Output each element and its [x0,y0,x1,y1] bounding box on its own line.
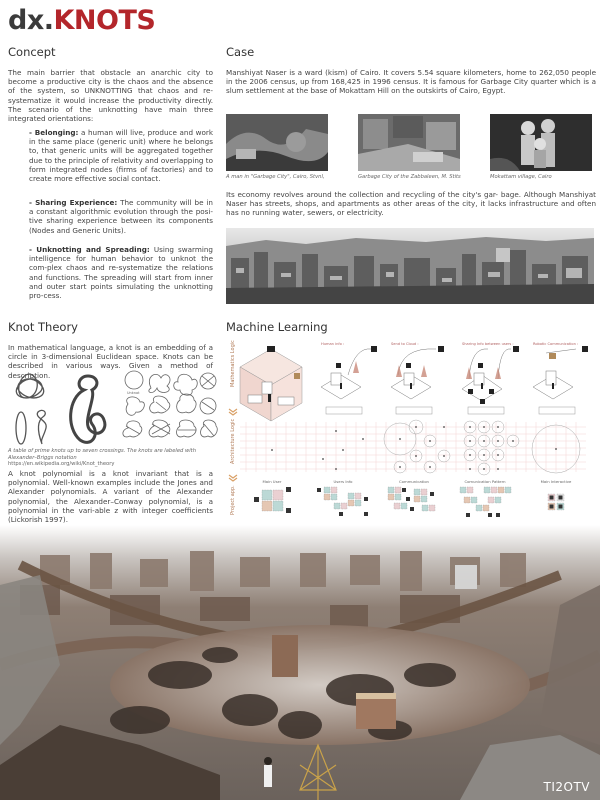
step-label-send-cloud: Send to Cloud : [391,342,419,346]
item-text: a human will live, produce and work in the same place (generic unit) where he belongs to, that generic units will be aggregated together due to the principle of relativity and overlapping to form integrated nodes (firms of factories) and to create more effective social contact. [29,128,213,184]
trefoil-knot-icon [16,374,43,398]
row-label-math: Mathematics Logic [230,340,236,387]
column-label-main-interactive: Main Interactive [540,479,572,484]
figure-knot-icon [37,410,46,444]
caption-text: A table of prime knots up to seven crossings. The knots are labeled with Alexander–Briggs notation [8,448,196,461]
column-label-main-user: Main User [262,479,282,484]
knot-grid-icon [123,371,217,437]
item-label: - Sharing Experience: [29,198,118,207]
user-device-icons [254,487,563,517]
machine-learning-heading: Machine Learning [226,320,328,334]
knot-table-caption [8,448,213,468]
knot-theory-heading: Knot Theory [8,320,78,334]
cloud-eye-icon [371,346,377,352]
eye-icon [267,346,275,352]
step-label-human-info: Human info : [321,342,345,346]
chevron-down-icon [229,475,237,481]
step-label-robotic-comm: Robotic Communication : [533,342,579,346]
large-knot-icon [71,376,105,442]
row-label-app: Project app. [230,485,236,515]
robot-icon [549,353,556,359]
chevron-down-icon [229,409,237,415]
child-figure [264,765,272,787]
robot-icon [294,373,300,379]
cloud-eye-icon [513,346,519,352]
item-label: - Belonging: [29,128,79,137]
watermark-text: TI2OTV [543,780,590,794]
isometric-cube-diagram [240,346,302,421]
cloud-eye-icon [582,346,588,352]
photo-caption-1: A man in "Garbage City", Cairo, Stvnl, [226,174,325,180]
caption-link[interactable]: https://en.wikipedia.org/wiki/Knot_theory [8,461,115,467]
garbage-city-man-photo [226,114,328,171]
column-label-users-info: Users Info [333,479,353,484]
case-economy-text: Its economy revolves around the collection and recycling of the city's gar- bage. Although Manshiyat Naser has streets, shops, and apartments as other areas of the city, it lacks infrastructure and often has no running water, sewers, or electricity. [226,190,596,218]
poster-title [8,6,155,36]
row-label-arch: Architecture Logic [230,418,236,464]
column-label-communication-pattern: Comunication Pattern [464,479,506,484]
communication-circles [384,420,580,475]
unknot-ellipse-icon [16,412,26,444]
ml-steps [321,342,578,346]
case-intro: Manshiyat Naser is a ward (kism) of Cairo. It covers 5.54 square kilometers, home to 262,050 people in the 2006 census, up from 168,425 in 1996 census. It is famous for Garbage City quarter which is a slum settlement at the base of Mokattam Hill on the outskirts of Cairo, Egypt. [226,68,596,96]
concept-intro: The main barrier that obstacle an anarchic city to become a productive city is the chaos and the absence of the system, so UNKNOTTING that chaos and re-systematize it would increase the productivity directly. The scenario of the unknotting have main three integrated orientations: [8,68,213,124]
machine-learning-diagram [226,337,600,520]
garbage-city-zabbaleen-photo [358,114,460,171]
item-text: Using swarming intelligence for human behavior to unknot the com-plex chaos and re-systematize the relations and functions. The spreading will start from inner and outer start points simulating the unknotting pro-cess. [29,245,213,301]
prime-knots-table [8,368,218,446]
step-label-sharing-info: Sharing Info between users : [462,342,514,346]
manshiyat-naser-panorama [226,228,594,304]
column-label-communication: Communication [399,479,429,484]
cloud-eye-icon [438,346,444,352]
concept-item-belonging [29,128,213,183]
concept-item-sharing [29,198,213,235]
knot-polynomial-text: A knot polynomial is a knot invariant that is a polynomial. Well-known examples include the Jones and Alexander polynomials. A variant of the Alexander polynomial, the Alexander–Conway polynomial, is a polynomial in the vari-able z with integer coefficients (Lickorish 1997). [8,469,213,525]
title-main: KNOTS [53,5,156,36]
knot-theory-intro: In mathematical language, a knot is an embedding of a circle in 3-dimensional Euclidean space. Knots can be described in various ways. Given a method of description. [8,343,213,380]
unknotting-render-image [0,525,600,800]
concept-heading: Concept [8,45,56,59]
mokattam-village-photo [490,114,592,171]
photo-caption-2: Garbage City of the Zabbaleen, M. Stits [358,174,461,180]
unknot-label: Unknot [127,391,140,395]
item-text: The community will be in a constant algorithmic evolution through the posi-tive sharing experience between its components (Nodes and Generic Units). [29,198,213,235]
case-heading: Case [226,45,255,59]
title-prefix: dx. [8,5,54,36]
item-label: - Unknotting and Spreading: [29,245,150,254]
photo-caption-3: Mokattam village, Cairo [490,174,552,180]
concept-item-unknotting [29,245,213,300]
